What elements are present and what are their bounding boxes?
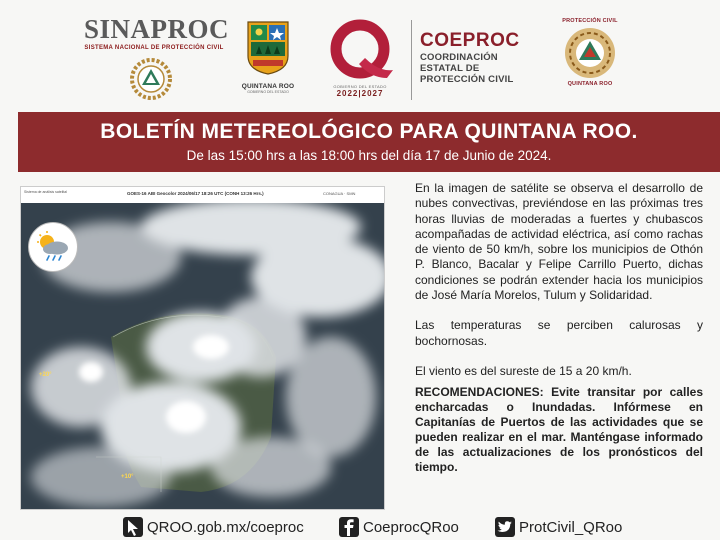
footer-website[interactable] bbox=[122, 515, 304, 539]
q-logo-mark-icon bbox=[321, 18, 399, 84]
quintana-roo-label: QUINTANA ROO bbox=[241, 83, 295, 90]
satellite-header-left: Sistema de análisis satelital bbox=[24, 190, 67, 194]
pc-seal-bottom-text: QUINTANA ROO bbox=[567, 81, 613, 87]
bulletin-subtitle: De las 15:00 hrs a las 18:00 hrs del día 17 de Junio de 2024. bbox=[186, 148, 552, 163]
quintana-roo-logo bbox=[240, 18, 296, 94]
recommendations-paragraph: RECOMENDACIONES: Evite transitar por calles encharcadas o Inundadas. Infórmese en Capitanías de Puertos de las actividades que se pueden realizar en el mar. Manténgase informado de las actualizaciones de los pronósticos del tiempo. bbox=[415, 385, 703, 475]
bulletin-banner bbox=[18, 112, 720, 172]
quintana-roo-sublabel: GOBIERNO DEL ESTADO bbox=[247, 90, 289, 94]
pc-seal-icon bbox=[563, 26, 617, 80]
temperature-paragraph: Las temperaturas se perciben calurosas y bochornosas. bbox=[415, 318, 703, 348]
footer-twitter[interactable] bbox=[494, 515, 622, 539]
sinaproc-subtitle: SISTEMA NACIONAL DE PROTECCIÓN CIVIL bbox=[84, 45, 224, 51]
cursor-click-icon bbox=[122, 516, 144, 538]
temp-label-west: +20° bbox=[39, 372, 52, 378]
protection-civil-seal-logo bbox=[558, 18, 622, 87]
facebook-icon bbox=[338, 516, 360, 538]
forecast-paragraph: En la imagen de satélite se observa el desarrollo de nubes convectivas, previéndose en las próximas tres horas lluvias de moderadas a fuertes y chubascos acompañadas de actividad eléctrica, así como rachas de viento de 50 km/h, sobre los municipios de Othón P. Blanco, Bacalar y Felipe Carrillo Puerto, dichas condiciones se podrán extender hacia los municipios de José María Morelos, Tulum y Solidaridad. bbox=[415, 181, 703, 303]
sinaproc-name: SINAPROC bbox=[84, 14, 230, 44]
satellite-header-text: GOES-16 ABI Geocolor 2024/06/17 18:26 UTC (CONH 13:26 Hrs.) bbox=[127, 191, 264, 196]
wind-paragraph: El viento es del sureste de 15 a 20 km/h. bbox=[415, 363, 632, 378]
sun-cloud-rain-icon bbox=[28, 222, 78, 272]
bulletin-title: BOLETÍN METEREOLÓGICO PARA QUINTANA ROO. bbox=[100, 120, 638, 143]
footer-twitter-text[interactable]: ProtCivil_QRoo bbox=[519, 518, 623, 536]
satellite-header-right: CONAGUA · SMN bbox=[323, 191, 356, 196]
twitter-icon bbox=[494, 516, 516, 538]
footer-facebook-text[interactable]: CoeprocQRoo bbox=[363, 518, 459, 536]
temp-label-south: +10° bbox=[121, 474, 134, 480]
gobierno-years: 2022|2027 bbox=[336, 89, 384, 98]
coeproc-line-3: PROTECCIÓN CIVIL bbox=[420, 74, 514, 85]
coat-of-arms-icon bbox=[245, 18, 291, 76]
coeproc-line-1: COORDINACIÓN bbox=[420, 52, 498, 63]
satellite-header bbox=[21, 187, 384, 203]
gobierno-small-text: GOBIERNO DEL ESTADO bbox=[333, 84, 387, 89]
header-divider bbox=[411, 20, 412, 100]
coeproc-line-2: ESTATAL DE bbox=[420, 63, 480, 74]
civil-protection-seal-icon bbox=[130, 58, 172, 100]
sinaproc-logo bbox=[84, 14, 230, 51]
coeproc-logo bbox=[420, 30, 550, 85]
footer bbox=[0, 512, 720, 540]
gobierno-logo bbox=[318, 18, 402, 98]
pc-seal-top-text: PROTECCIÓN CIVIL bbox=[562, 18, 618, 24]
coeproc-name: COEPROC bbox=[420, 30, 520, 51]
footer-facebook[interactable] bbox=[338, 515, 459, 539]
footer-website-text[interactable]: QROO.gob.mx/coeproc bbox=[147, 518, 304, 536]
bulletin-body bbox=[415, 181, 703, 487]
